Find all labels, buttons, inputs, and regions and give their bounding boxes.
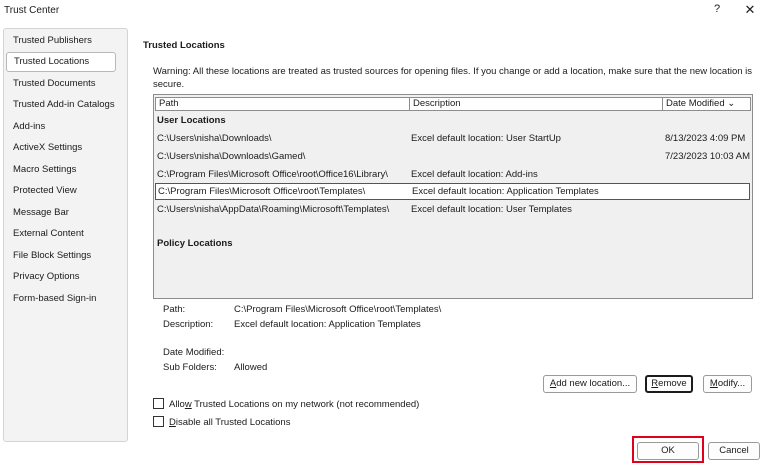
column-header-date-modified[interactable]	[662, 97, 751, 111]
table-row-selected[interactable]	[155, 183, 750, 200]
sidebar-item-protected-view[interactable]: Protected View	[13, 185, 77, 196]
table-row[interactable]	[154, 130, 752, 147]
checkbox-accel: w	[184, 399, 192, 410]
cell-path: C:\Program Files\Microsoft Office\root\Office16\Library\	[157, 169, 388, 180]
close-button[interactable]: ✕	[744, 2, 756, 17]
column-header-path[interactable]: Path	[155, 97, 410, 111]
modify-button[interactable]	[703, 375, 752, 393]
button-text: dd new location...	[556, 378, 631, 389]
button-accel: R	[651, 378, 659, 389]
locations-table	[153, 94, 753, 299]
cell-date: 8/13/2023 4:09 PM	[665, 133, 746, 144]
detail-description-value: Excel default location: Application Templates	[234, 319, 421, 330]
disable-trusted-locations-option[interactable]	[153, 416, 290, 428]
sort-chevron-icon: ⌄	[727, 98, 736, 109]
cell-path: C:\Users\nisha\Downloads\Gamed\	[157, 151, 306, 162]
column-header-description[interactable]: Description	[409, 97, 663, 111]
cell-path: C:\Users\nisha\Downloads\	[157, 133, 272, 144]
sidebar-item-trusted-documents[interactable]: Trusted Documents	[13, 78, 96, 89]
button-accel: M	[709, 378, 718, 389]
table-row[interactable]	[154, 166, 752, 183]
detail-path-label: Path:	[163, 304, 186, 315]
detail-subfolders-value: Allowed	[234, 362, 268, 373]
cell-description: Excel default location: User Templates	[411, 204, 572, 215]
cell-description: Excel default location: Add-ins	[411, 169, 538, 180]
checkbox-label: Trusted Locations on my network (not recommended)	[191, 399, 420, 410]
sidebar-item-activex-settings[interactable]: ActiveX Settings	[13, 142, 83, 153]
sidebar-item-form-based-sign-in[interactable]: Form-based Sign-in	[13, 293, 97, 304]
ok-button[interactable]: OK	[637, 442, 699, 460]
group-policy-locations: Policy Locations	[157, 238, 233, 249]
sidebar-item-trusted-addin-catalogs[interactable]: Trusted Add-in Catalogs	[13, 99, 115, 110]
detail-subfolders-label: Sub Folders:	[163, 362, 217, 373]
help-button[interactable]: ?	[713, 3, 721, 15]
remove-button[interactable]	[645, 375, 693, 393]
warning-text: Warning: All these locations are treated as trusted sources for opening files. If you change or add a location, make sure that the new location is secure.	[153, 66, 753, 90]
cell-description: Excel default location: Application Templates	[412, 186, 599, 197]
cancel-button[interactable]: Cancel	[708, 442, 760, 460]
allow-network-checkbox[interactable]	[153, 398, 164, 409]
window-title: Trust Center	[4, 5, 60, 16]
sidebar-item-macro-settings[interactable]: Macro Settings	[13, 164, 77, 175]
title-bar	[0, 0, 768, 22]
sidebar-item-trusted-locations[interactable]: Trusted Locations	[6, 52, 116, 72]
column-header-date-label: Date Modified	[666, 98, 725, 109]
sidebar-item-message-bar[interactable]: Message Bar	[13, 207, 69, 218]
cell-path: C:\Program Files\Microsoft Office\root\Templates\	[158, 186, 366, 197]
sidebar-item-external-content[interactable]: External Content	[13, 228, 84, 239]
sidebar-item-file-block-settings[interactable]: File Block Settings	[13, 250, 92, 261]
checkbox-label: isable all Trusted Locations	[175, 417, 291, 428]
sidebar-item-privacy-options[interactable]: Privacy Options	[13, 271, 80, 282]
section-title: Trusted Locations	[143, 40, 225, 51]
detail-description-label: Description:	[163, 319, 214, 330]
add-new-location-button[interactable]	[543, 375, 637, 393]
checkbox-accel: D	[169, 417, 176, 428]
sidebar-item-addins[interactable]: Add-ins	[13, 121, 46, 132]
checkbox-label: Allo	[169, 399, 185, 410]
sidebar	[3, 28, 128, 442]
table-row[interactable]	[154, 201, 752, 218]
allow-network-locations-option[interactable]	[153, 398, 419, 410]
detail-date-label: Date Modified:	[163, 347, 225, 358]
cell-date: 7/23/2023 10:03 AM	[665, 151, 751, 162]
detail-path-value: C:\Program Files\Microsoft Office\root\Templates\	[234, 304, 442, 315]
button-text: odify...	[717, 378, 746, 389]
sidebar-item-trusted-publishers[interactable]: Trusted Publishers	[13, 35, 92, 46]
button-accel: A	[549, 378, 557, 389]
disable-all-checkbox[interactable]	[153, 416, 164, 427]
cell-path: C:\Users\nisha\AppData\Roaming\Microsoft\Templates\	[157, 204, 390, 215]
cell-description: Excel default location: User StartUp	[411, 133, 561, 144]
button-text: emove	[658, 378, 687, 389]
group-user-locations: User Locations	[157, 115, 226, 126]
table-row[interactable]	[154, 148, 752, 165]
